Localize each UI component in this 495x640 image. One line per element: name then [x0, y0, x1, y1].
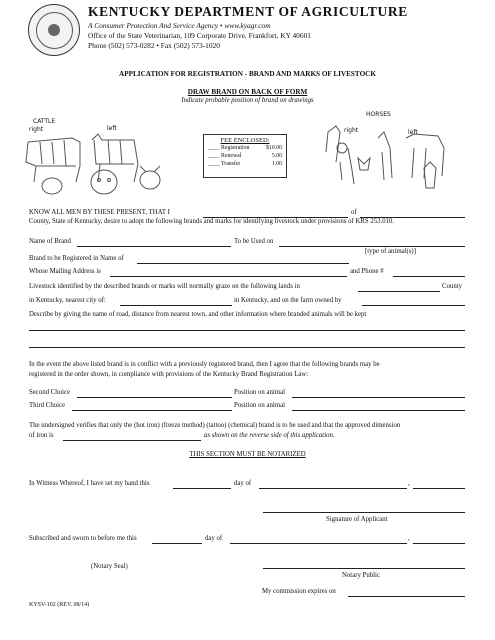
notary-public-label: Notary Public [342, 572, 380, 579]
conflict-text-2: registered in the order shown, in compliance with provisions of the Kentucky Brand Registration Law: [29, 371, 309, 378]
phone-fax: Phone (502) 573-0282 • Fax (502) 573-1020 [88, 41, 220, 50]
subscribed-label: Subscribed and sworn to before me this [29, 535, 137, 542]
notarized-heading: THIS SECTION MUST BE NOTARIZED [189, 451, 306, 458]
registered-name-label: Brand to be Registered in Name of [29, 255, 124, 262]
cattle-left-label: left [107, 125, 117, 132]
kda-seal-logo [28, 4, 80, 56]
county-statement: County, State of Kentucky, desire to adopt the following brands and marks for identifying livestock under provisions of KRS 253.010. [29, 218, 395, 225]
registered-name-field[interactable] [137, 263, 349, 264]
notary-signature-field[interactable] [263, 568, 465, 569]
second-position-label: Position on animal [234, 389, 285, 396]
third-choice-field[interactable] [72, 410, 232, 411]
subscribed-month-field[interactable] [230, 543, 407, 544]
verifies-text-2: of iron is [29, 432, 54, 439]
as-shown-text: as shown on the reverse side of this application. [204, 432, 335, 439]
agency-tagline: A Consumer Protection And Service Agency • www.kyagr.com [88, 21, 271, 30]
livestock-lands-label: Livestock identified by the described brands or marks will normally graze on the following lands in [29, 283, 300, 290]
know-all-label: KNOW ALL MEN BY THESE PRESENT, THAT I [29, 209, 170, 216]
county-field[interactable] [358, 291, 440, 292]
to-be-used-on-field[interactable] [279, 246, 465, 247]
fee-title: FEE ENCLOSED: [220, 137, 270, 144]
cattle-right-label: right [29, 126, 44, 133]
applicant-signature-field[interactable] [263, 512, 465, 513]
witness-year-field[interactable] [413, 488, 465, 489]
third-position-field[interactable] [292, 410, 465, 411]
second-position-field[interactable] [292, 397, 465, 398]
cattle-label: CATTLE [33, 118, 56, 125]
form-title: APPLICATION FOR REGISTRATION - BRAND AND MARKS OF LIVESTOCK [119, 70, 376, 78]
phone-field[interactable] [393, 276, 465, 277]
witness-day-field[interactable] [173, 488, 231, 489]
second-choice-label: Second Choice [29, 389, 70, 396]
draw-subtitle: Indicate probable position of brand on drawings [181, 97, 314, 104]
form-number: KYSV-102 (REV. 08/14) [29, 602, 90, 608]
mailing-address-field[interactable] [110, 276, 347, 277]
fee-row-renewal[interactable]: ____ Renewal 5.00 [208, 153, 282, 159]
signature-label: Signature of Applicant [326, 516, 388, 523]
commission-expiry-field[interactable] [348, 596, 465, 597]
draw-title: DRAW BRAND ON BACK OF FORM [187, 88, 308, 96]
farm-owned-label: in Kentucky, and on the farm owned by [234, 297, 342, 304]
cattle-drawing [22, 130, 187, 198]
describe-line-1[interactable] [29, 330, 465, 331]
office-address: Office of the State Veterinarian, 109 Corporate Drive, Frankfort, KY 40601 [88, 31, 311, 40]
third-position-label: Position on animal [234, 402, 285, 409]
department-title: KENTUCKY DEPARTMENT OF AGRICULTURE [88, 4, 408, 19]
horse-right-label: right [344, 127, 359, 134]
horse-left-label: left [408, 129, 418, 136]
name-of-brand-label: Name of Brand [29, 238, 71, 245]
name-of-brand-field[interactable] [77, 246, 231, 247]
subscribed-day-field[interactable] [152, 543, 202, 544]
subscribed-year-field[interactable] [413, 543, 465, 544]
witness-label: In Witness Whereof, I have set my hand this [29, 480, 150, 487]
subscribed-day-of-label: day of [205, 535, 223, 542]
verifies-text-1: The undersigned verifies that only the (hot iron) (freeze method) (tattoo) (chemical) brand is to be used and that the approved dimension [29, 422, 401, 429]
notary-seal-label: (Notary Seal) [91, 563, 128, 570]
to-be-used-on-label: To be Used on [234, 238, 274, 245]
type-of-animal-hint: [type of animal(s)] [365, 248, 416, 255]
horses-label: HORSES [366, 111, 391, 118]
commission-label: My commission expires on [262, 588, 336, 595]
conflict-text-1: In the event the above listed brand is in conflict with a previously registered brand, then I agree that the following brands may be [29, 361, 380, 368]
mailing-address-label: Whose Mailing Address is [29, 268, 101, 275]
second-choice-field[interactable] [77, 397, 232, 398]
nearest-city-field[interactable] [120, 305, 232, 306]
of-label: of [351, 209, 357, 216]
fee-row-registration[interactable]: ____ Registration $10.00 [208, 145, 282, 151]
fee-row-transfer[interactable]: ____ Transfer 1.00 [208, 161, 282, 167]
nearest-city-label: in Kentucky, nearest city of: [29, 297, 106, 304]
witness-day-of-label: day of [234, 480, 252, 487]
describe-line-2[interactable] [29, 347, 465, 348]
describe-label: Describe by giving the name of road, distance from nearest town, and other information where branded animals will be kept [29, 311, 367, 318]
county-label: County [442, 283, 463, 290]
witness-month-field[interactable] [259, 488, 407, 489]
farm-owner-field[interactable] [362, 305, 465, 306]
horse-drawing [318, 118, 468, 200]
fee-enclosed-box [203, 134, 287, 178]
phone-label: and Phone # [350, 268, 384, 275]
iron-dimension-field[interactable] [63, 440, 201, 441]
third-choice-label: Third Choice [29, 402, 66, 409]
